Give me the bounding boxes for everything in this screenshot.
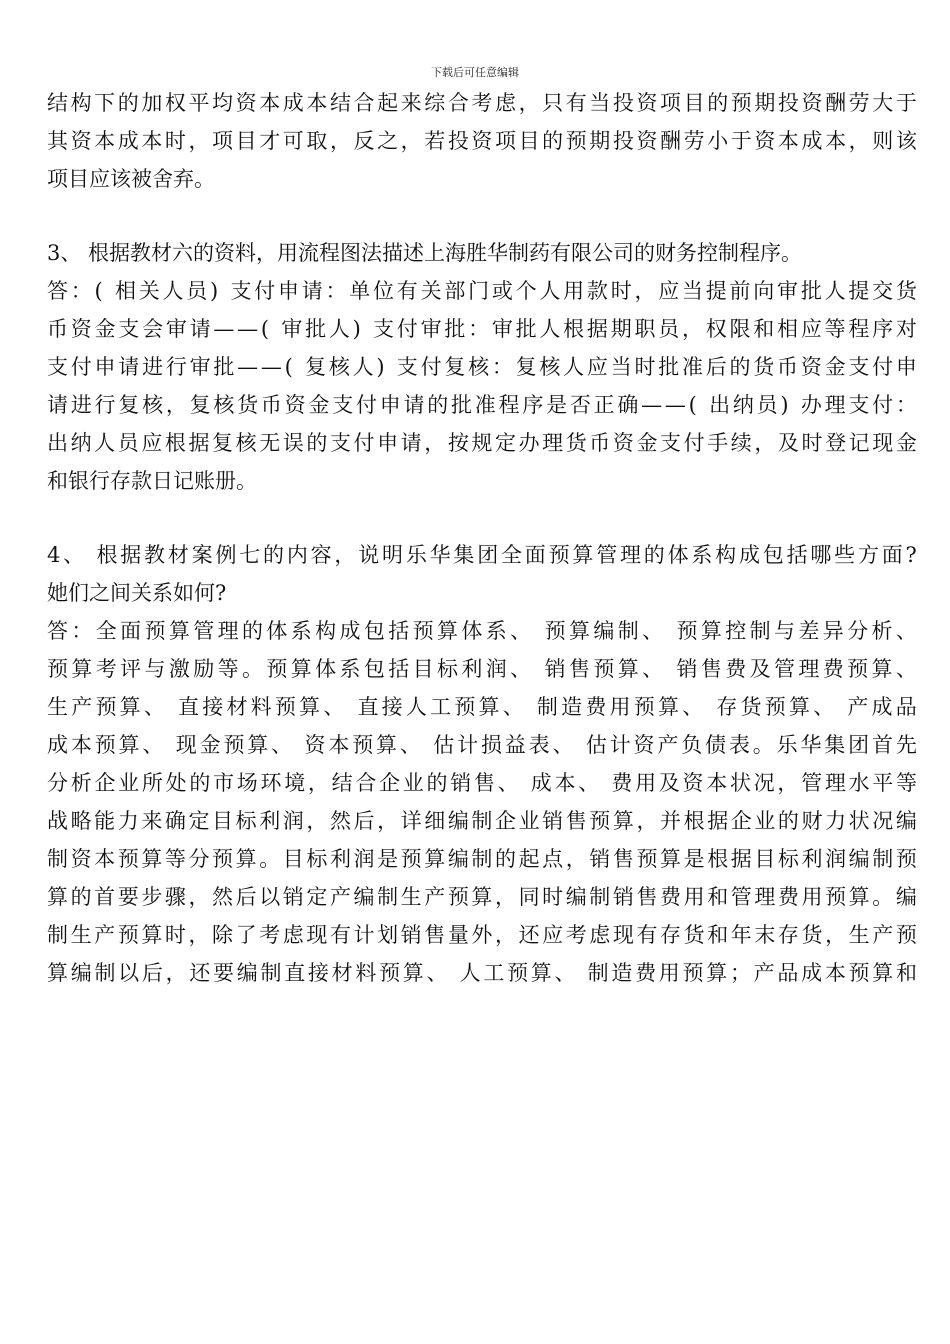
text-line: 其 资 本 成 本 时 ， 项 目 才 可 取 ， 反 之 ， 若 投 资 项 目 的 预 期 投 资 酬 劳 小 于 资 本 成 本 ， 则 该	[47, 129, 917, 153]
question-line: 3、 根据教材六的资料，用流程图法描述上海胜华制药有限公司的财务控制程序。	[47, 241, 803, 265]
text-line: 和银行存款日记账册。	[47, 469, 257, 493]
text-line: 制 资 本 预 算 等 分 预 算 。 目 标 利 润 是 预 算 编 制 的 起 点 ， 销 售 预 算 是 根 据 目 标 利 润 编 制 预	[47, 847, 917, 871]
text-line: 算 编 制 以 后 ， 还 要 编 制 直 接 材 料 预 算 、 人 工 预 算 、 制 造 费 用 预 算 ； 产 品 成 本 预 算 和	[47, 961, 917, 985]
text-line: 支 付 申 请 进 行 审 批 — — ( 复 核 人 ) 支 付 复 核 ： 复 核 人 应 当 时 批 准 后 的 货 币 资 金 支 付 申	[47, 355, 917, 379]
text-line: 成 本 预 算 、 现 金 预 算 、 资 本 预 算 、 估 计 损 益 表 、 估 计 资 产 负 债 表 。 乐 华 集 团 首 先	[47, 733, 917, 757]
text-line: 项目应该被舍弃。	[47, 167, 215, 191]
text-line: 答 ： 全 面 预 算 管 理 的 体 系 构 成 包 括 预 算 体 系 、 预 算 编 制 、 预 算 控 制 与 差 异 分 析 、	[47, 619, 917, 643]
text-line: 分 析 企 业 所 处 的 市 场 环 境 ， 结 合 企 业 的 销 售 、 成 本 、 费 用 及 资 本 状 况 ， 管 理 水 平 等	[47, 771, 917, 795]
paragraph	[47, 84, 917, 198]
text-line: 制 生 产 预 算 时 ， 除 了 考 虑 现 有 计 划 销 售 量 外 ， 还 应 考 虑 现 有 存 货 和 年 末 存 货 ， 生 产 预	[47, 923, 917, 947]
paragraph	[47, 536, 917, 992]
text-line: 请 进 行 复 核 ， 复 核 货 币 资 金 支 付 申 请 的 批 准 程 序 是 否 正 确 — — ( 出 纳 员 ) 办 理 支 付 ：	[47, 393, 917, 417]
text-line: 结 构 下 的 加 权 平 均 资 本 成 本 结 合 起 来 综 合 考 虑 ， 只 有 当 投 资 项 目 的 预 期 投 资 酬 劳 大 于	[47, 91, 917, 115]
text-line: 算 的 首 要 步 骤 ， 然 后 以 销 定 产 编 制 生 产 预 算 ， 同 时 编 制 销 售 费 用 和 管 理 费 用 预 算 。 编	[47, 885, 917, 909]
question-line: 她们之间关系如何?	[47, 581, 227, 605]
text-line: 币 资 金 支 会 审 请 — — ( 审 批 人 ) 支 付 审 批 ： 审 批 人 根 据 期 职 员 ， 权 限 和 相 应 等 程 序 对	[47, 317, 917, 341]
text-line: 战 略 能 力 来 确 定 目 标 利 润 ， 然 后 ， 详 细 编 制 企 业 销 售 预 算 ， 并 根 据 企 业 的 财 力 状 况 编	[47, 809, 917, 833]
text-line: 出 纳 人 员 应 根 据 复 核 无 误 的 支 付 申 请 ， 按 规 定 办 理 货 币 资 金 支 付 手 续 ， 及 时 登 记 现 金	[47, 431, 917, 455]
paragraph	[47, 234, 917, 500]
text-line: 预 算 考 评 与 激 励 等 。 预 算 体 系 包 括 目 标 利 润 、 销 售 预 算 、 销 售 费 及 管 理 费 预 算 、	[47, 657, 917, 681]
document-body	[47, 84, 917, 992]
page-header: 下载后可任意编辑	[431, 66, 519, 79]
text-line: 答 ： ( 相 关 人 员 ) 支 付 申 请 ： 单 位 有 关 部 门 或 个 人 用 款 时 ， 应 当 提 前 向 审 批 人 提 交 货	[47, 279, 917, 303]
question-line: 4 、 根 据 教 材 案 例 七 的 内 容 ， 说 明 乐 华 集 团 全 面 预 算 管 理 的 体 系 构 成 包 括 哪 些 方 面 ?	[47, 543, 917, 567]
text-line: 生 产 预 算 、 直 接 材 料 预 算 、 直 接 人 工 预 算 、 制 造 费 用 预 算 、 存 货 预 算 、 产 成 品	[47, 695, 917, 719]
